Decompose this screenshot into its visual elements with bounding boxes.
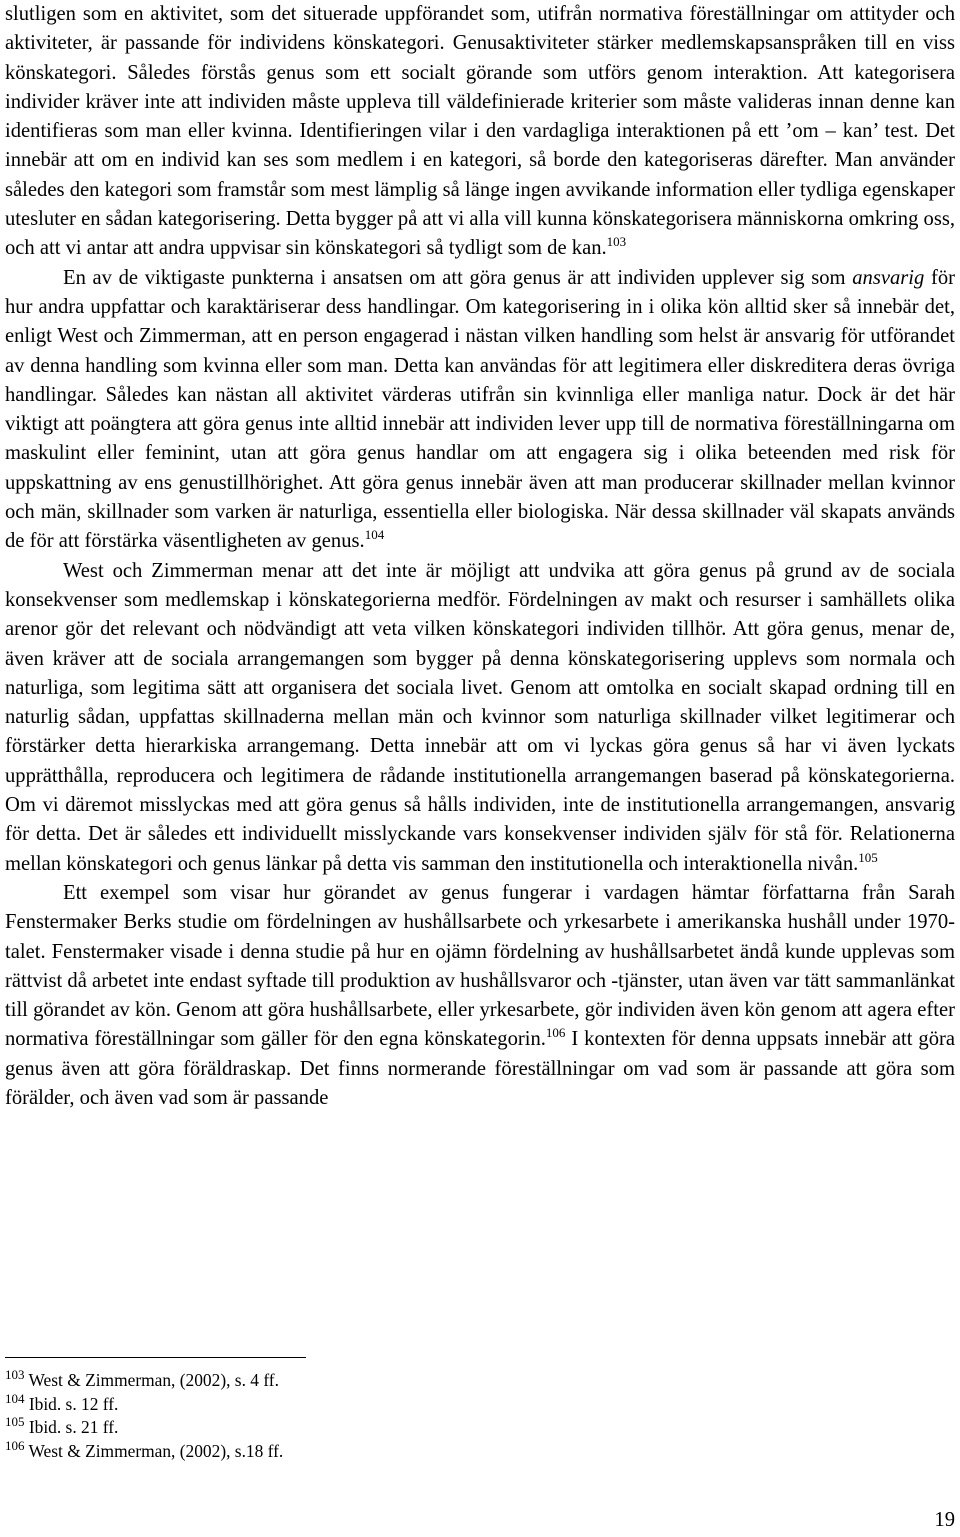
footnotes xyxy=(5,1369,605,1463)
paragraph-text: En av de viktigaste punkterna i ansatsen om att göra genus är att individen upplever sig som xyxy=(63,266,853,289)
paragraph-text: West och Zimmerman menar att det inte är möjligt att undvika att göra genus på grund av de sociala konsekvenser som medlemskap i könskategorierna medför. Fördelningen av makt och resurser i samhällets olika arenor gör det relevant och nödvändigt att veta vilken könskategori individen tillhör. Att göra genus, menar de, även kräver att de sociala arrangemangen som bygger på denna könskategorisering upplevs som normala och naturliga, som legitima sätt att organisera det sociala livet. Genom att omtolka en socialt skapad ordning till en naturlig sådan, uppfattas skillnaderna mellan män och kvinnor som naturliga skillnader vilket legitimerar och förstärker detta hierarkiska arrangemang. Detta innebär att om vi lyckas göra genus så har vi även lyckats upprätthålla, reproducera och legitimera de rådande institutionella arrangemangen baserad på könskategorierna. Om vi däremot misslyckas med att göra genus så hålls individen, inte de institutionella arrangemangen, ansvarig för detta. Det är således ett individuellt misslyckande vars konsekvenser individen själv för stå för. Relationerna mellan könskategori och genus länkar på detta vis samman den institutionella och interaktionella nivån. xyxy=(5,559,955,875)
footnote-reference[interactable]: 103 xyxy=(606,234,627,250)
page-number: 19 xyxy=(934,1509,955,1531)
footnote-text: Ibid. s. 21 ff. xyxy=(24,1417,119,1438)
footnote-reference[interactable]: 105 xyxy=(858,849,878,865)
footnote xyxy=(5,1416,605,1440)
paragraph-text: Ett exempel som visar hur görandet av genus fungerar i vardagen hämtar författarna från Sarah Fenstermaker Berks studie om fördelningen av hushållsarbete och yrkesarbete i amerikanska hushåll under 1970-talet. Fenstermaker visade i denna studie på hur en ojämn fördelning av hushållsarbetet ändå kunde upplevas som rättvist då arbetet inte endast syftade till produktion av hushållsvaror och -tjänster, utan även var tätt sammanlänkat till görandet av kön. Genom att göra hushållsarbete, eller yrkesarbete, gör individen även kön genom att agera efter normativa föreställningar som gäller för den egna könskategorin. xyxy=(5,881,955,1051)
footnote-number: 104 xyxy=(5,1390,25,1406)
footnote-text: West & Zimmerman, (2002), s.18 ff. xyxy=(24,1440,284,1461)
paragraph-4 xyxy=(5,879,955,1113)
footnote-number: 106 xyxy=(5,1437,25,1453)
footnote xyxy=(5,1369,605,1393)
footnote-reference[interactable]: 106 xyxy=(545,1025,566,1041)
paragraph-3 xyxy=(5,557,955,879)
footnote xyxy=(5,1437,605,1464)
emphasized-term: ansvarig xyxy=(852,266,925,289)
document-body xyxy=(5,0,955,1113)
footnote-number: 105 xyxy=(5,1414,25,1430)
paragraph-2 xyxy=(5,264,955,557)
paragraph-text: för hur andra uppfattar och karaktäriserar dess handlingar. Om kategorisering in i olika kön alltid sker så innebär det, enligt West och Zimmerman, att en person engagerad i nästan vilken handling som helst är ansvarig för utförandet av denna handling som kvinna eller som man. Detta kan användas för att legitimera eller diskreditera deras övriga handlingar. Således kan nästan all aktivitet värderas utifrån sin kvinnliga eller manliga natur. Dock är det här viktigt att poängtera att göra genus inte alltid innebär att individen lever upp till de normativa föreställningarna om maskulint eller feminint, utan att göra genus handlar om att engagera sig i olika beteenden med risk för uppskattning av ens genustillhörighet. Att göra genus innebär även att man producerar skillnader mellan kvinnor och män, skillnader som varken är naturliga, essentiella eller biologiska. När dessa skillnader väl skapats används de för att förstärka väsentligheten av genus. xyxy=(5,266,955,553)
paragraph-text: I kontexten för denna uppsats innebär att göra genus även att göra föräldraskap. Det finns normerande föreställningar om vad som är passande att göra som förälder, och även vad som är passande xyxy=(5,1028,955,1109)
footnote xyxy=(5,1390,605,1417)
footnote-reference[interactable]: 104 xyxy=(364,527,385,543)
paragraph-1 xyxy=(5,0,955,264)
footnote-number: 103 xyxy=(5,1367,25,1383)
footnote-text: Ibid. s. 12 ff. xyxy=(24,1393,119,1414)
footnote-text: West & Zimmerman, (2002), s. 4 ff. xyxy=(24,1370,279,1390)
footnote-separator xyxy=(5,1357,306,1358)
paragraph-text: slutligen som en aktivitet, som det situerade uppförandet som, utifrån normativa föreställningar om attityder och aktiviteter, är passande för individens könskategori. Genusaktiviteter stärker medlemskapsanspråken till en viss könskategori. Således förstås genus som ett socialt görande som utförs genom interaktion. Att kategorisera individer kräver inte att individen måste uppleva till väldefinierade kriterier som måste valideras innan denne kan identifieras som man eller kvinna. Identifieringen vilar i den vardagliga interaktionen på ett ’om – kan’ test. Det innebär att om en individ kan ses som medlem i en kategori, så borde den kategoriseras därefter. Man använder således den kategori som framstår som mest lämplig så länge ingen avvikande information eller tydliga egenskaper utesluter en sådan kategorisering. Detta bygger på att vi alla vill kunna könskategorisera människorna omkring oss, och att vi antar att andra uppvisar sin könskategori så tydligt som de kan. xyxy=(5,3,955,260)
